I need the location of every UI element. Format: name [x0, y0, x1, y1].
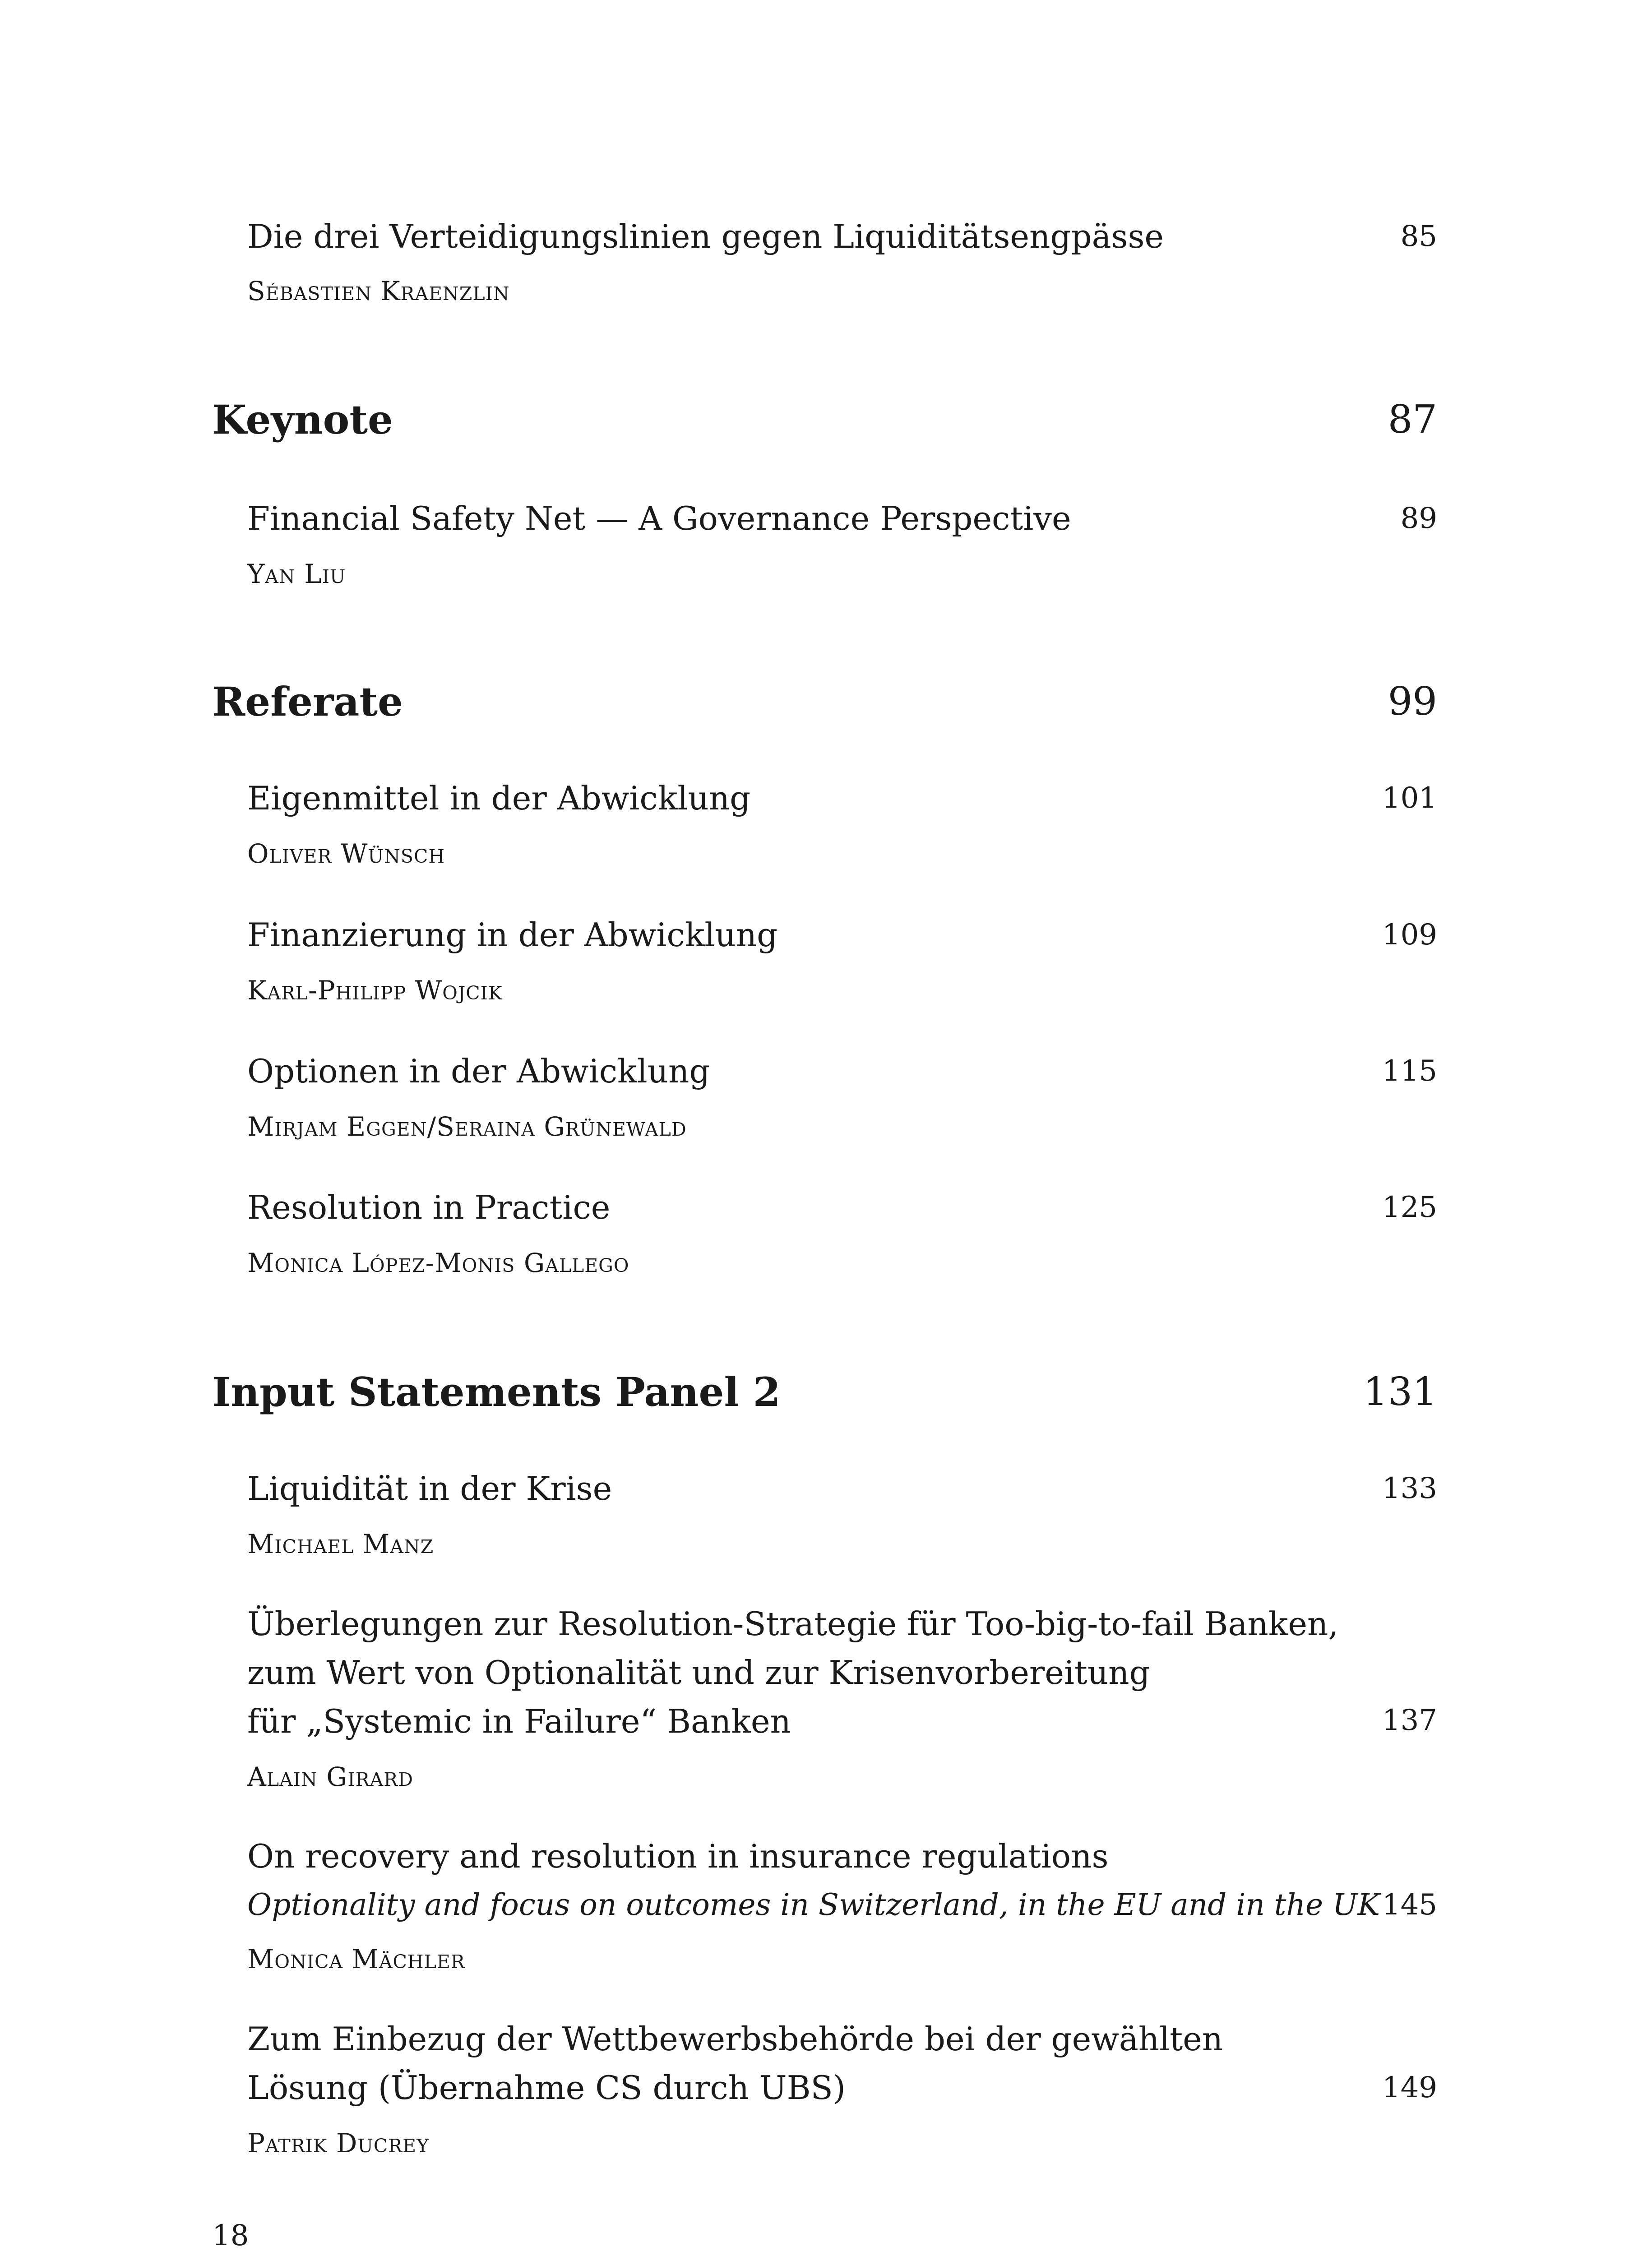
page-number: 18 — [212, 2219, 249, 2252]
section-page: 99 — [1388, 679, 1437, 724]
toc-entry-title: On recovery and resolution in insurance regulations — [247, 1837, 1109, 1875]
toc-entry-page: 137 — [1382, 1704, 1437, 1737]
toc-entry-author: Monica Mächler — [247, 1944, 465, 1974]
toc-entry-page: 149 — [1382, 2071, 1437, 2104]
toc-entry-page: 109 — [1382, 918, 1437, 952]
toc-entry-author: Mirjam Eggen/Seraina Grünewald — [247, 1111, 687, 1142]
toc-entry-page: 133 — [1382, 1472, 1437, 1505]
section-page: 131 — [1363, 1369, 1437, 1415]
toc-entry-subtitle: Optionality and focus on outcomes in Switzerland, in the EU and in the UK — [247, 1887, 1380, 1922]
toc-entry-author: Oliver Wünsch — [247, 838, 445, 869]
toc-entry-title: Liquidität in der Krise — [247, 1470, 612, 1507]
toc-entry-title: Financial Safety Net — A Governance Perspective — [247, 499, 1071, 537]
toc-entry-title: Zum Einbezug der Wettbewerbsbehörde bei der gewählten Lösung (Übernahme CS durch UBS) — [247, 2020, 1223, 2107]
section-heading: Input Statements Panel 2 — [212, 1368, 781, 1415]
toc-entry-page: 101 — [1382, 781, 1437, 815]
toc-entry-title: Überlegungen zur Resolution-Strategie für Too-big-to-fail Banken, zum Wert von Optionalität und zur Krisenvorbereitung für „Systemic in Failure“ Banken — [247, 1605, 1339, 1740]
toc-entry-author: Karl-Philipp Wojcik — [247, 975, 503, 1006]
toc-entry-author: Patrik Ducrey — [247, 2128, 430, 2159]
toc-entry-author: Michael Manz — [247, 1529, 434, 1559]
toc-entry-title: Optionen in der Abwicklung — [247, 1052, 710, 1090]
section-heading: Keynote — [212, 396, 393, 443]
toc-entry-author: Yan Liu — [247, 559, 346, 589]
toc-entry-title: Die drei Verteidigungslinien gegen Liquiditätsengpässe — [247, 217, 1164, 255]
toc-entry-author: Monica López-Monis Gallego — [247, 1248, 629, 1278]
toc-entry-page: 115 — [1382, 1054, 1437, 1088]
section-heading: Referate — [212, 678, 403, 725]
section-page: 87 — [1388, 397, 1437, 442]
toc-entry-page: 145 — [1382, 1888, 1437, 1922]
toc-entry-title: Resolution in Practice — [247, 1188, 611, 1226]
toc-entry-page: 85 — [1400, 220, 1437, 253]
toc-entry-title: Finanzierung in der Abwicklung — [247, 916, 778, 954]
toc-entry-author: Sébastien Kraenzlin — [247, 276, 510, 306]
toc-entry-page: 89 — [1400, 502, 1437, 535]
toc-entry-author: Alain Girard — [247, 1761, 413, 1792]
toc-entry-page: 125 — [1382, 1191, 1437, 1224]
toc-entry-title: Eigenmittel in der Abwicklung — [247, 779, 751, 817]
